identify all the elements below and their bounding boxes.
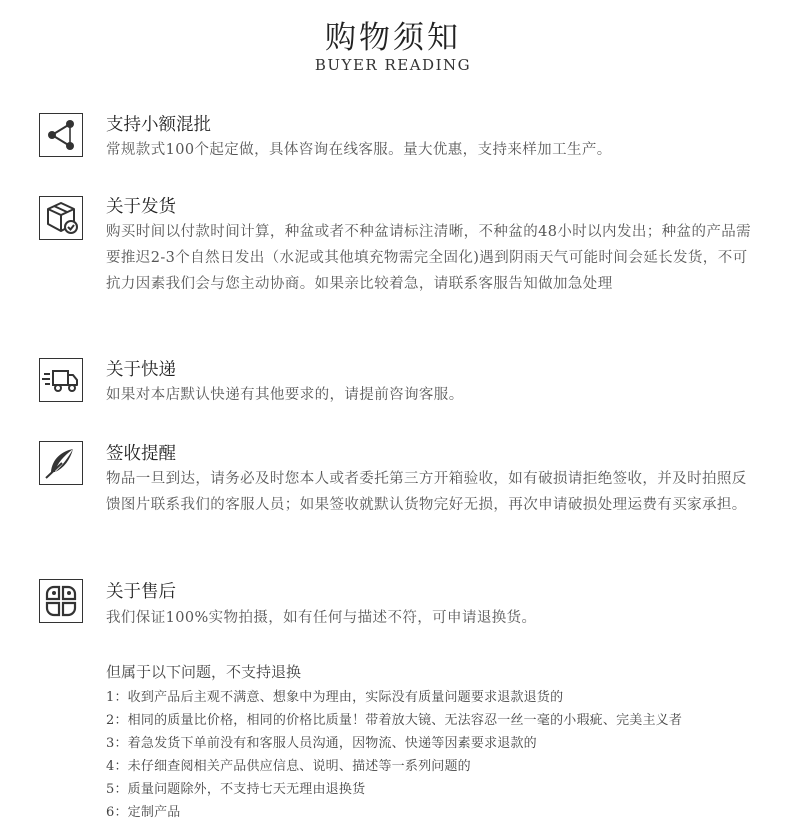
- return-policy-heading: 但属于以下问题，不支持退换: [106, 663, 302, 681]
- section-title-shipping: 关于发货: [106, 197, 176, 217]
- package-check-icon: [39, 196, 83, 240]
- return-policy-item: 6：定制产品: [106, 805, 181, 820]
- return-policy-item: 4：未仔细查阅相关产品供应信息、说明、描述等一系列问题的: [106, 759, 471, 774]
- return-policy-item: 1：收到产品后主观不满意、想象中为理由，实际没有质量问题要求退款退货的: [106, 690, 564, 705]
- return-policy-list: [106, 686, 776, 824]
- return-policy-item: 2：相同的质量比价格，相同的价格比质量！带着放大镜、无法容忍一丝一毫的小瑕疵、完美主义者: [106, 713, 683, 728]
- after-sales-icon: [39, 579, 83, 623]
- share-network-icon: [39, 113, 83, 157]
- return-policy-item: 3：着急发货下单前没有和客服人员沟通，因物流、快递等因素要求退款的: [106, 736, 537, 751]
- section-body-receipt: 物品一旦到达，请务必及时您本人或者委托第三方开箱验收，如有破损请拒绝签收，并及时拍照反馈图片联系我们的客服人员；如果签收就默认货物完好无损，再次申请破损处理运费有买家承担。: [106, 471, 747, 513]
- section-title-after-sales: 关于售后: [106, 582, 176, 602]
- section-body-express: 如果对本店默认快递有其他要求的，请提前咨询客服。: [106, 387, 464, 403]
- section-body-wholesale: 常规款式100个起定做，具体咨询在线客服。量大优惠，支持来样加工生产。: [106, 142, 612, 158]
- section-body-after-sales: 我们保证100%实物拍摄，如有任何与描述不符，可申请退换货。: [106, 610, 537, 626]
- page-subtitle: BUYER READING: [314, 56, 472, 74]
- section-body-shipping: 购买时间以付款时间计算，种盆或者不种盆请标注清晰，不种盆的48小时以内发出；种盆的产品需要推迟2-3个自然日发出（水泥或其他填充物需完全固化)遇到阴雨天气可能时间会延长发货，不可抗力因素我们会与您主动协商。如果亲比较着急，请联系客服告知做加急处理: [106, 224, 752, 292]
- return-policy-item: 5：质量问题除外，不支持七天无理由退换货: [106, 782, 366, 797]
- section-title-receipt: 签收提醒: [106, 444, 176, 464]
- feather-icon: [39, 441, 83, 485]
- delivery-truck-icon: [39, 358, 83, 402]
- section-title-wholesale: 支持小额混批: [106, 115, 211, 135]
- page-title: 购物须知: [325, 20, 461, 56]
- section-title-express: 关于快递: [106, 360, 176, 380]
